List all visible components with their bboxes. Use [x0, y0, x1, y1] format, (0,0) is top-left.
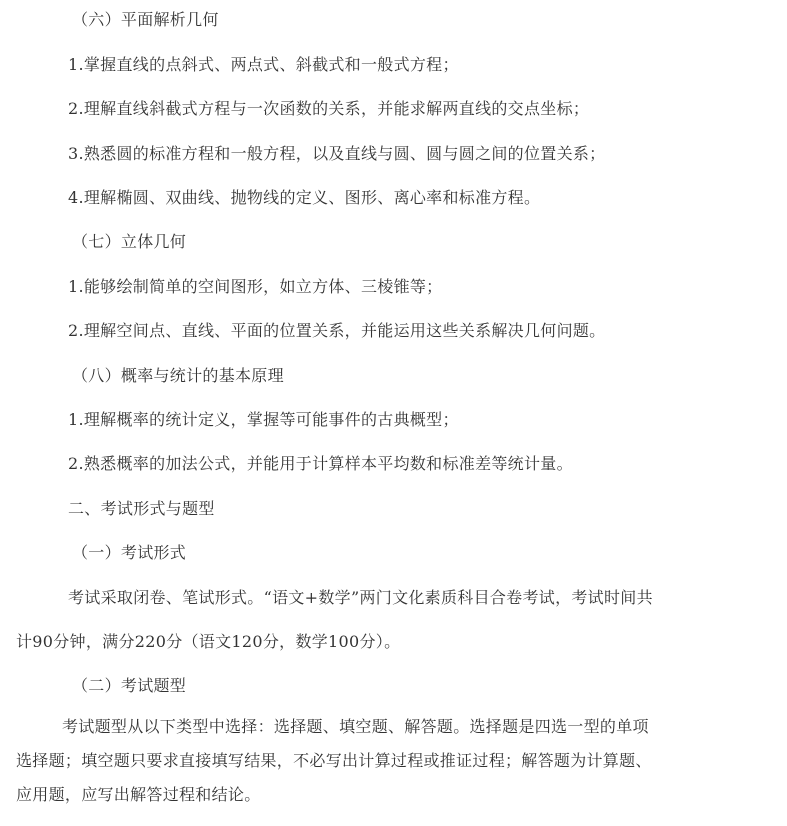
section-8-item-2: 2.熟悉概率的加法公式，并能用于计算样本平均数和标准差等统计量。: [68, 454, 573, 473]
sub-1-heading: （一）考试形式: [72, 543, 187, 562]
sub-2-paragraph-line-2: 选择题；填空题只要求直接填写结果，不必写出计算过程或推证过程；解答题为计算题、: [16, 751, 652, 770]
section-6-heading: （六）平面解析几何: [72, 10, 219, 29]
sub-2-heading: （二）考试题型: [72, 676, 187, 695]
part-2-heading: 二、考试形式与题型: [68, 499, 215, 518]
section-8-heading: （八）概率与统计的基本原理: [72, 366, 284, 385]
section-6-item-2: 2.理解直线斜截式方程与一次函数的关系，并能求解两直线的交点坐标；: [68, 99, 590, 118]
section-7-item-2: 2.理解空间点、直线、平面的位置关系，并能运用这些关系解决几何问题。: [68, 321, 606, 340]
sub-1-paragraph-line-1: 考试采取闭卷、笔试形式。“语文+数学”两门文化素质科目合卷考试，考试时间共: [68, 588, 653, 607]
sub-2-paragraph-line-3: 应用题，应写出解答过程和结论。: [16, 785, 261, 804]
section-6-item-1: 1.掌握直线的点斜式、两点式、斜截式和一般式方程；: [68, 55, 459, 74]
sub-2-paragraph-line-1: 考试题型从以下类型中选择：选择题、填空题、解答题。选择题是四选一型的单项: [62, 717, 649, 736]
section-6-item-4: 4.理解椭圆、双曲线、抛物线的定义、图形、离心率和标准方程。: [68, 188, 541, 207]
sub-1-paragraph-line-2: 计90分钟，满分220分（语文120分，数学100分）。: [16, 632, 401, 651]
section-7-heading: （七）立体几何: [72, 232, 187, 251]
section-6-item-3: 3.熟悉圆的标准方程和一般方程，以及直线与圆、圆与圆之间的位置关系；: [68, 144, 606, 163]
section-7-item-1: 1.能够绘制简单的空间图形，如立方体、三棱锥等；: [68, 277, 443, 296]
section-8-item-1: 1.理解概率的统计定义，掌握等可能事件的古典概型；: [68, 410, 459, 429]
